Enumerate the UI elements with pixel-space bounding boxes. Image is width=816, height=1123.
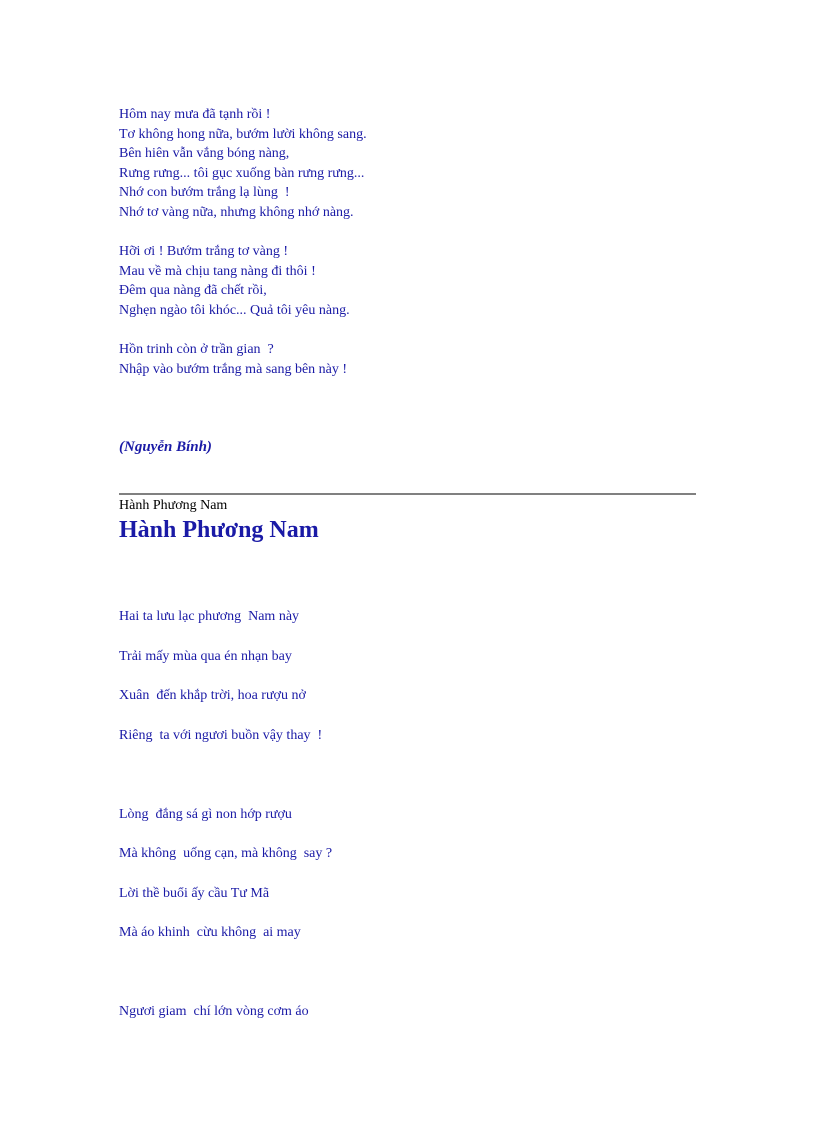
poem-line: Mà áo khinh cừu không ai may — [119, 925, 301, 940]
section-small-title: Hành Phương Nam — [119, 498, 228, 513]
poem-line: Nhập vào bướm trắng mà sang bên này ! — [119, 361, 348, 377]
stanza-gap — [119, 766, 332, 806]
poem-title: Hành Phương Nam — [119, 517, 319, 543]
poem-buom-trang — [119, 105, 367, 379]
poem-line: Hỡi ơi ! Bướm trắng tơ vàng ! — [119, 244, 289, 260]
stanza — [119, 242, 367, 320]
poem-line: Mau về mà chịu tang nàng đi thôi ! — [119, 263, 316, 279]
poem-line: Nhớ tơ vàng nữa, nhưng không nhớ nàng. — [119, 204, 354, 220]
poem-line: Bên hiên vẫn vắng bóng nàng, — [119, 146, 290, 162]
poem-line: Nghẹn ngào tôi khóc... Quả tôi yêu nàng. — [119, 302, 350, 318]
poem-line: Hồn trinh còn ở trần gian ? — [119, 342, 274, 358]
poem-line: Lời thề buổi ấy cầu Tư Mã — [119, 885, 270, 901]
stanza — [119, 608, 332, 766]
poem-line: Nhớ con bướm trắng lạ lùng ! — [119, 185, 290, 201]
horizontal-divider — [119, 493, 696, 495]
stanza-gap — [119, 321, 367, 341]
stanza — [119, 105, 367, 223]
stanza-gap — [119, 223, 367, 243]
poem-author: (Nguyễn Bính) — [119, 439, 212, 455]
poem-hanh-phuong-nam — [119, 608, 332, 1043]
poem-line: Rưng rưng... tôi gục xuống bàn rưng rưng... — [119, 165, 365, 181]
poem-line: Tơ không hong nữa, bướm lười không sang. — [119, 126, 367, 142]
poem-line: Riêng ta với ngươi buồn vậy thay ! — [119, 727, 323, 743]
poem-line: Đêm qua nàng đã chết rồi, — [119, 283, 267, 299]
poem-line: Xuân đến khắp trời, hoa rượu nở — [119, 688, 306, 703]
stanza-gap — [119, 964, 332, 1004]
poem-line: Hôm nay mưa đã tạnh rồi ! — [119, 107, 271, 122]
poem-line: Hai ta lưu lạc phương Nam này — [119, 609, 300, 624]
stanza — [119, 1003, 332, 1043]
stanza — [119, 806, 332, 964]
poem-line: Mà không uống cạn, mà không say ? — [119, 846, 333, 861]
poem-line: Lòng đắng sá gì non hớp rượu — [119, 806, 292, 822]
poem-line: Ngươi giam chí lớn vòng cơm áo — [119, 1004, 309, 1019]
poem-line: Trải mấy mùa qua én nhạn bay — [119, 648, 292, 664]
stanza — [119, 340, 367, 379]
